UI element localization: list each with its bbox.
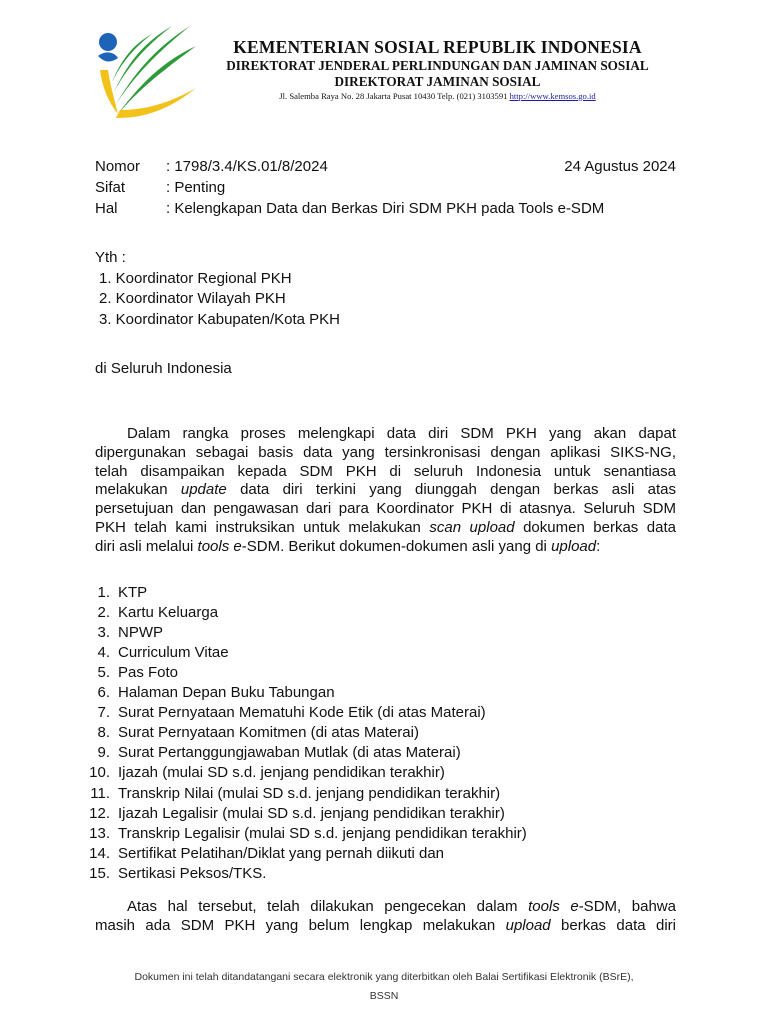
document-item: Sertifikat Pelatihan/Diklat yang pernah diikuti dan <box>118 844 445 862</box>
document-number: 8. <box>97 724 110 742</box>
paragraph-line <box>95 519 676 538</box>
document-item: Curriculum Vitae <box>118 644 229 662</box>
italic-term: update <box>180 481 227 499</box>
document-number: 12. <box>89 804 110 822</box>
paragraph-line: persetujuan dan pengawasan dari para Koordinator PKH di atasnya. Seluruh SDM <box>95 500 676 518</box>
document-item: Kartu Keluarga <box>118 604 219 622</box>
text-run: Atas hal tersebut, telah dilakukan pengecekan dalam <box>127 898 529 915</box>
italic-term: tools e <box>197 537 242 555</box>
salutation: Yth : <box>95 249 126 266</box>
italic-term: tools e <box>528 898 579 915</box>
text-run: -SDM, bahwa <box>578 898 676 915</box>
paragraph-line <box>95 481 676 500</box>
directorate-general-name: DIREKTORAT JENDERAL PERLINDUNGAN DAN JAMINAN SOSIAL <box>226 58 649 73</box>
address-text: Jl. Salemba Raya No. 28 Jakarta Pusat 10430 Telp. (021) 3103591 <box>279 91 508 101</box>
sifat-label: Sifat <box>95 179 126 196</box>
document-item: Pas Foto <box>118 664 179 682</box>
paragraph-check <box>95 898 676 936</box>
italic-term: scan upload <box>429 518 515 536</box>
footer-line: Dokumen ini telah ditandatangani secara elektronik yang diterbitkan oleh Balai Sertifikasi Elektronik (BSrE), <box>134 971 634 983</box>
letterhead-address <box>200 91 675 101</box>
document-number: 3. <box>97 624 110 642</box>
recipient-item: 1. Koordinator Regional PKH <box>99 270 292 287</box>
text-run: : <box>596 537 601 555</box>
document-item: Halaman Depan Buku Tabungan <box>118 684 335 702</box>
footer-line: BSSN <box>369 990 399 1002</box>
document-item: Surat Pernyataan Komitmen (di atas Materai) <box>118 724 419 742</box>
document-item: Surat Pertanggungjawaban Mutlak (di atas Materai) <box>118 744 461 762</box>
document-number: 10. <box>89 764 110 782</box>
document-number: 15. <box>89 864 110 882</box>
document-item: Ijazah (mulai SD s.d. jenjang pendidikan terakhir) <box>118 764 445 782</box>
document-number: 9. <box>97 744 110 762</box>
document-number: 7. <box>97 704 110 722</box>
recipient-item: 3. Koordinator Kabupaten/Kota PKH <box>99 311 340 328</box>
document-number: 14. <box>89 844 110 862</box>
hal-value: : Kelengkapan Data dan Berkas Diri SDM PKH pada Tools e-SDM <box>166 200 605 217</box>
paragraph-line: telah disampaikan kepada SDM PKH di seluruh Indonesia untuk senantiasa <box>95 462 676 480</box>
paragraph-line <box>95 917 676 936</box>
document-number: 13. <box>89 824 110 842</box>
document-item: Surat Pernyataan Mematuhi Kode Etik (di atas Materai) <box>118 704 486 722</box>
hal-label: Hal <box>95 200 118 217</box>
paragraph-intro <box>95 425 676 557</box>
paragraph-line: Dalam rangka proses melengkapi data diri SDM PKH yang akan dapat <box>127 425 676 442</box>
ministry-name: KEMENTERIAN SOSIAL REPUBLIK INDONESIA <box>233 37 642 57</box>
text-run: masih ada SDM PKH yang belum lengkap melakukan <box>95 916 506 934</box>
paragraph-line <box>95 538 676 557</box>
document-item: Ijazah Legalisir (mulai SD s.d. jenjang pendidikan terakhir) <box>118 804 505 822</box>
italic-term: upload <box>551 537 597 555</box>
nomor-value: : 1798/3.4/KS.01/8/2024 <box>166 158 328 175</box>
document-number: 4. <box>97 644 110 662</box>
document-item: NPWP <box>118 624 163 642</box>
document-number: 11. <box>90 784 110 802</box>
kemensos-logo-icon <box>92 18 202 120</box>
text-run: berkas data diri <box>550 916 676 934</box>
document-item: Transkrip Nilai (mulai SD s.d. jenjang pendidikan terakhir) <box>118 784 501 802</box>
nomor-label: Nomor <box>95 158 141 175</box>
letter-date: 24 Agustus 2024 <box>564 158 676 175</box>
sifat-value: : Penting <box>166 179 226 196</box>
text-run: diri asli melalui <box>95 537 198 555</box>
paragraph-line <box>95 898 676 917</box>
italic-term: upload <box>505 916 551 934</box>
text-run: -SDM. Berikut dokumen-dokumen asli yang di <box>241 537 552 555</box>
document-number: 1. <box>97 584 110 601</box>
document-number: 2. <box>97 604 110 622</box>
website-link[interactable]: http://www.kemsos.go.id <box>509 91 596 101</box>
document-item: Sertikasi Peksos/TKS. <box>118 864 267 882</box>
paragraph-line: dipergunakan sebagai basis data yang tersinkronisasi dengan aplikasi SIKS-NG, <box>95 443 676 461</box>
document-item: KTP <box>118 584 148 601</box>
text-run: dokumen berkas data <box>514 518 676 536</box>
document-item: Transkrip Legalisir (mulai SD s.d. jenjang pendidikan terakhir) <box>118 824 527 842</box>
recipient-item: 2. Koordinator Wilayah PKH <box>99 290 286 307</box>
recipient-location: di Seluruh Indonesia <box>95 360 232 377</box>
text-run: melakukan <box>95 481 181 499</box>
directorate-name: DIREKTORAT JAMINAN SOSIAL <box>334 74 541 89</box>
e-signature-footer <box>60 968 708 1006</box>
document-number: 5. <box>97 664 110 682</box>
text-run: data diri terkini yang diunggah dengan berkas asli atas <box>226 481 676 499</box>
document-number: 6. <box>97 684 110 702</box>
text-run: PKH telah kami instruksikan untuk melakukan <box>95 518 430 536</box>
